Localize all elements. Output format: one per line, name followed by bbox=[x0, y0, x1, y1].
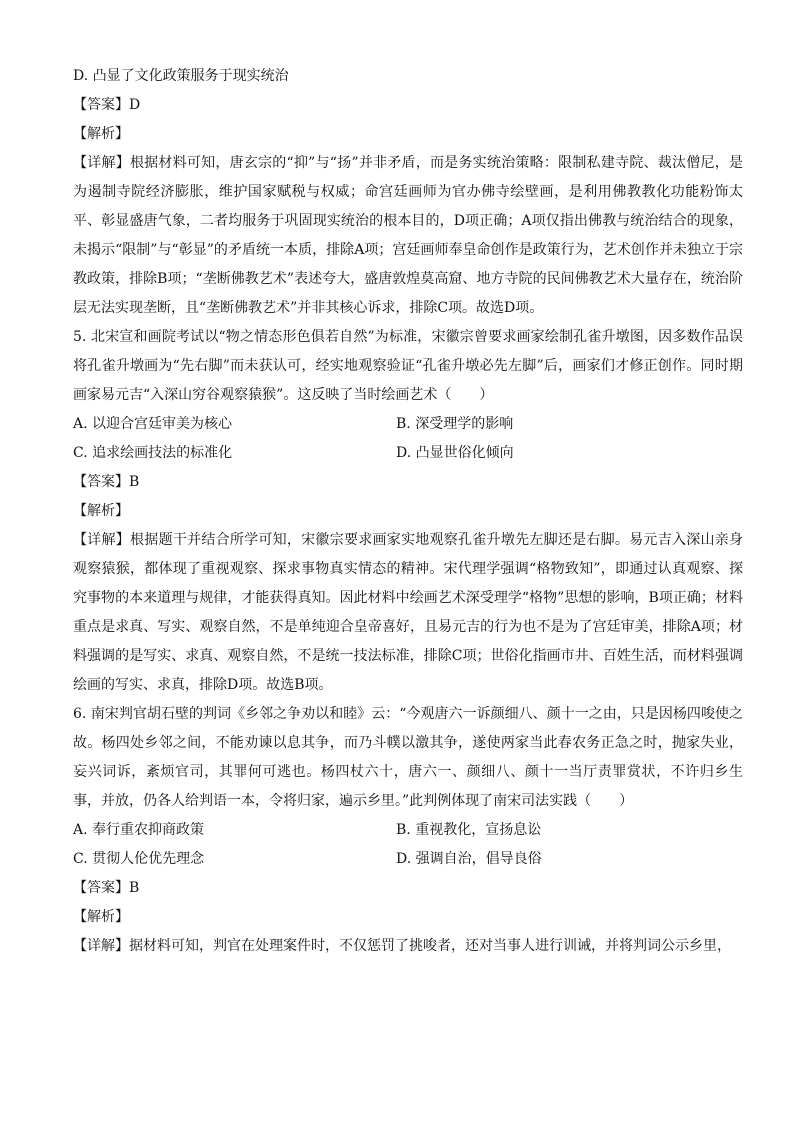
q5-option-c: C. 追求绘画技法的标准化 bbox=[73, 445, 233, 461]
q4-option-d: D. 凸显了文化政策服务于现实统治 bbox=[73, 68, 289, 84]
q6-detail: 【详解】据材料可知，判官在处理案件时，不仅惩罚了挑唆者，还对当事人进行训诫，并将判词公示乡里， bbox=[73, 938, 731, 954]
q5-option-a: A. 以迎合宫廷审美为核心 bbox=[73, 416, 233, 432]
q5-analysis-heading: 【解析】 bbox=[73, 503, 129, 519]
q5-options-row-1 bbox=[73, 410, 743, 439]
q6-option-b: B. 重视教化，宣扬息讼 bbox=[396, 822, 542, 838]
q5-answer: 【答案】B bbox=[73, 474, 140, 490]
q5-detail: 【详解】根据题干并结合所学可知，宋徽宗要求画家实地观察孔雀升墩先左脚还是右脚。易元吉入深山亲身观察猿猴，都体现了重视观察、探求事物真实情态的精神。宋代理学强调“格物致知”，即通过认真观察、探究事物的本来道理与规律，才能获得真知。因此材料中绘画艺术深受理学“格物”思想的影响，B项正确；材料重点是求真、写实、观察自然，不是单纯迎合皇帝喜好，且易元吉的行为也不是为了宫廷审美，排除A项；材料强调的是写实、求真、观察自然，不是统一技法标准，排除C项；世俗化指画市井、百姓生活，而材料强调绘画的写实、求真，排除D项。故选B项。 bbox=[73, 532, 743, 693]
q4-answer: 【答案】D bbox=[73, 97, 141, 113]
q6-option-d: D. 强调自治，倡导良俗 bbox=[396, 851, 542, 867]
q4-analysis-heading: 【解析】 bbox=[73, 126, 129, 142]
q6-option-c: C. 贯彻人伦优先理念 bbox=[73, 851, 205, 867]
q5-stem: 5. 北宋宣和画院考试以“物之情态形色俱若自然”为标准，宋徽宗曾要求画家绘制孔雀升墩图，因多数作品误将孔雀升墩画为“先右脚”而未获认可，经实地观察验证“孔雀升墩必先左脚”后，画家们才修正创作。同时期画家易元吉“入深山穷谷观察猿猴”。这反映了当时绘画艺术（ ） bbox=[73, 329, 743, 403]
q6-analysis-heading: 【解析】 bbox=[73, 909, 129, 925]
q6-options-row-1 bbox=[73, 816, 743, 845]
q6-stem: 6. 南宋判官胡石壁的判词《乡邻之争劝以和睦》云：“今观唐六一诉颜细八、颜十一之由，只是因杨四唆使之故。杨四处乡邻之间，不能劝谏以息其争，而乃斗幞以激其争，遂使两家当此春农务正急之时，抛家失业，妄兴词诉，紊烦官司，其罪何可逃也。杨四杖六十，唐六一、颜细八、颜十一当厅责罪赏状，不许归乡生事，并放，仍各人给判语一本，令将归家，遍示乡里。”此判例体现了南宋司法实践（ ） bbox=[73, 706, 743, 809]
q5-options-row-2 bbox=[73, 439, 743, 468]
q6-answer: 【答案】B bbox=[73, 880, 140, 896]
q4-detail: 【详解】根据材料可知，唐玄宗的“抑”与“扬”并非矛盾，而是务实统治策略：限制私建寺院、裁汰僧尼，是为遏制寺院经济膨胀，维护国家赋税与权威；命宫廷画师为官办佛寺绘壁画，是利用佛教教化功能粉饰太平、彰显盛唐气象，二者均服务于巩固现实统治的根本目的，D项正确；A项仅指出佛教与统治结合的现象，未揭示“限制”与“彰显”的矛盾统一本质，排除A项；宫廷画师奉皇命创作是政策行为，艺术创作并未独立于宗教政策，排除B项；“垄断佛教艺术”表述夸大，盛唐敦煌莫高窟、地方寺院的民间佛教艺术大量存在，统治阶层无法实现垄断，且“垄断佛教艺术”并非其核心诉求，排除C项。故选D项。 bbox=[73, 155, 743, 316]
q5-option-b: B. 深受理学的影响 bbox=[396, 416, 514, 432]
q6-option-a: A. 奉行重农抑商政策 bbox=[73, 822, 205, 838]
q5-option-d: D. 凸显世俗化倾向 bbox=[396, 445, 514, 461]
document-page bbox=[73, 62, 743, 961]
q6-options-row-2 bbox=[73, 845, 743, 874]
